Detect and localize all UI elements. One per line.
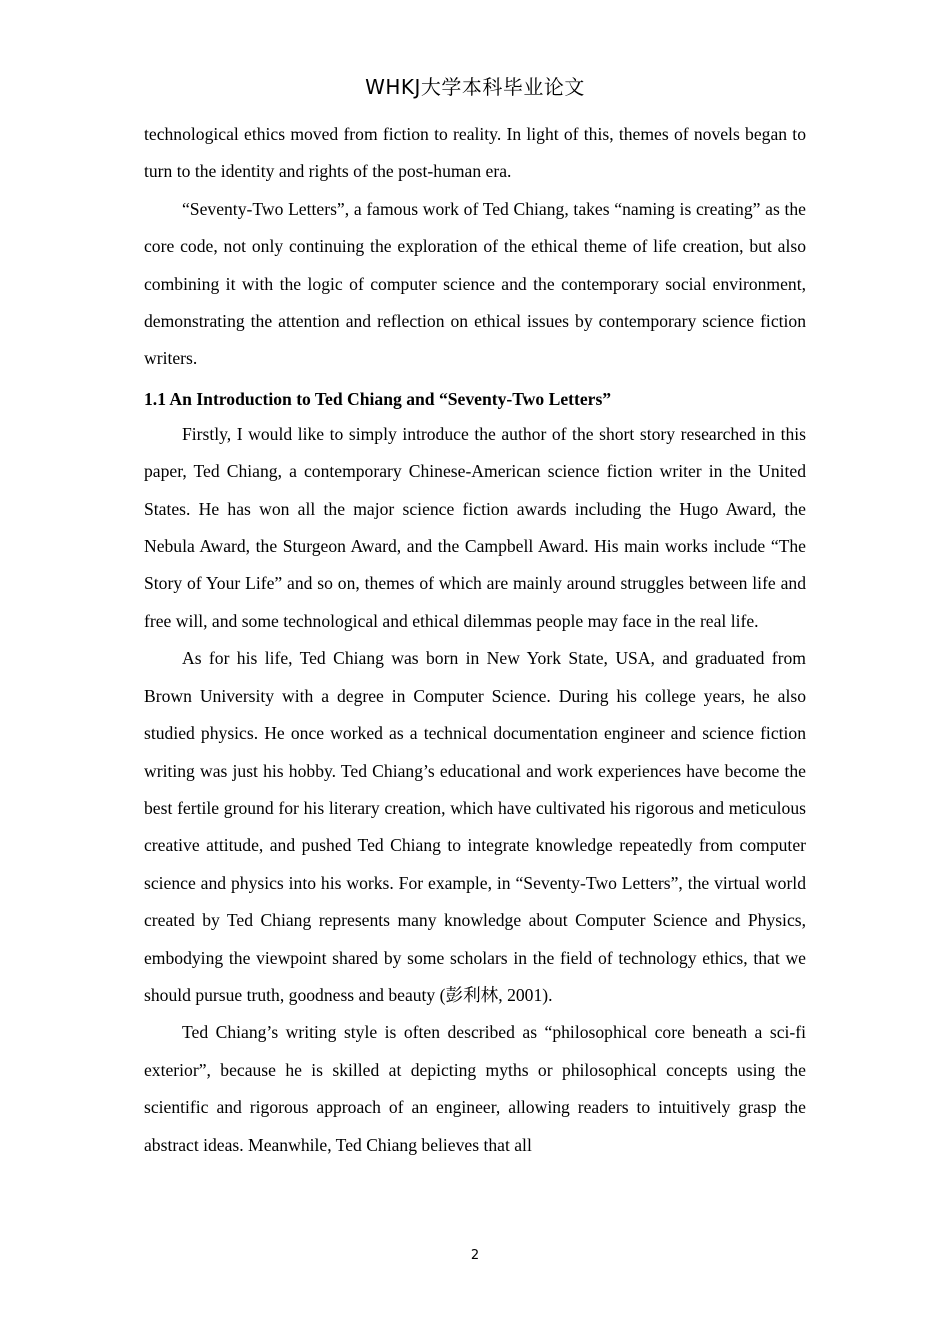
document-body xyxy=(144,116,806,1164)
paragraph-writing-style: Ted Chiang’s writing style is often described as “philosophical core beneath a sci-fi exterior”, because he is skilled at depicting myths or philosophical concepts using the scientific and rigorous approach of an engineer, allowing readers to intuitively grasp the abstract ideas. Meanwhile, Ted Chiang believes that all xyxy=(144,1022,806,1155)
paragraph-continuation: technological ethics moved from fiction to reality. In light of this, themes of novels began to turn to the identity and rights of the post-human era. xyxy=(144,124,806,182)
paragraph-author-intro: Firstly, I would like to simply introduce the author of the short story researched in this paper, Ted Chiang, a contemporary Chinese-American science fiction writer in the United States. He has won all the major science fiction awards including the Hugo Award, the Nebula Award, the Sturgeon Award, and the Campbell Award. His main works include “The Story of Your Life” and so on, themes of which are mainly around struggles between life and free will, and some technological and ethical dilemmas people may face in the real life. xyxy=(144,423,806,631)
section-heading: 1.1 An Introduction to Ted Chiang and “Seventy-Two Letters” xyxy=(144,388,612,409)
paragraph-author-life: As for his life, Ted Chiang was born in New York State, USA, and graduated from Brown University with a degree in Computer Science. During his college years, he also studied physics. He once worked as a technical documentation engineer and science fiction writing was just his hobby. Ted Chiang’s educational and work experiences have become the best fertile ground for his literary creation, which have cultivated his rigorous and meticulous creative attitude, and pushed Ted Chiang to integrate knowledge repeatedly from computer science and physics into his works. For example, in “Seventy-Two Letters”, the virtual world created by Ted Chiang represents many knowledge about Computer Science and Physics, embodying the viewpoint shared by some scholars in the field of technology ethics, that we should pursue truth, goodness and beauty (彭利林, 2001). xyxy=(144,648,806,1005)
paragraph-intro: “Seventy-Two Letters”, a famous work of Ted Chiang, takes “naming is creating” as the core code, not only continuing the exploration of the ethical theme of life creation, but also combining it with the logic of computer science and the contemporary social environment, demonstrating the attention and reflection on ethical issues by contemporary science fiction writers. xyxy=(144,198,806,369)
page-number: 2 xyxy=(470,1248,480,1263)
page-header: WHKJ大学本科毕业论文 xyxy=(365,75,585,99)
